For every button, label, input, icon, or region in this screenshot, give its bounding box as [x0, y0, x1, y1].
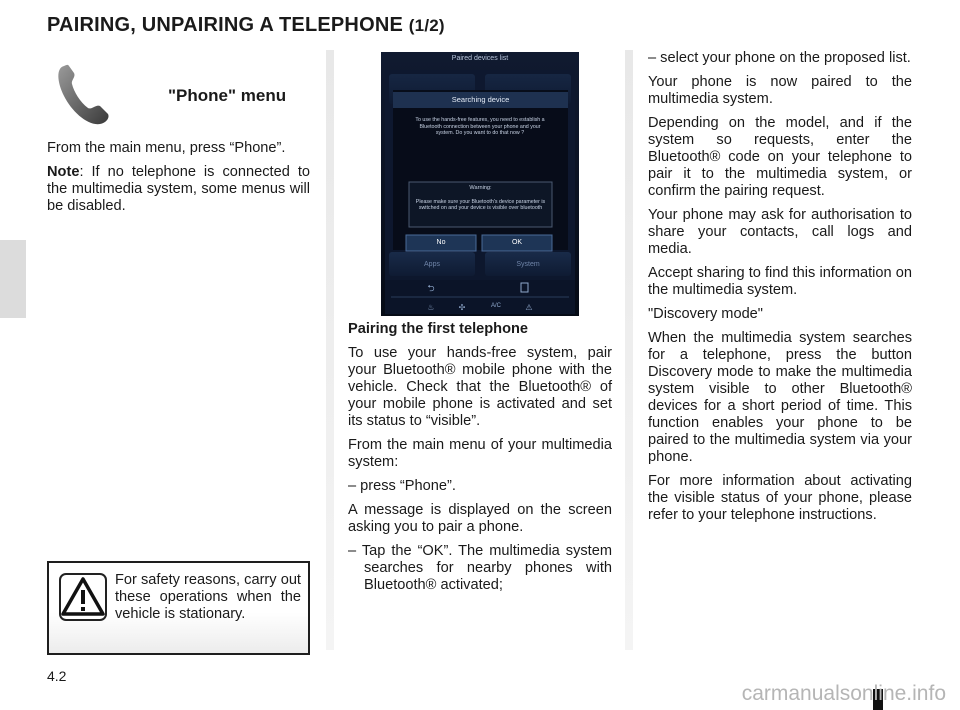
column-divider [625, 50, 633, 650]
no-button[interactable]: No [436, 239, 446, 246]
multimedia-screen [381, 52, 579, 316]
middle-list-item: – Tap the “OK”. The multimedia system searches for nearby phones with Bluetooth® activated; [348, 543, 612, 593]
page-number: 4.2 [47, 668, 67, 684]
discovery-mode-heading: "Discovery mode" [648, 306, 763, 322]
bluetooth-warning-title: Warning: [469, 185, 492, 191]
note-paragraph [47, 164, 310, 215]
telephone-handset-icon [54, 60, 114, 130]
apps-menu-item[interactable]: Apps [424, 261, 440, 268]
chapter-tab [0, 240, 26, 318]
dialog-title: Searching device [451, 95, 510, 104]
right-paragraph: Accept sharing to find this information on the multimedia system. [648, 265, 912, 298]
page-title-text: PAIRING, UNPAIRING A TELEPHONE [47, 14, 404, 36]
screen-graphic [381, 52, 579, 316]
middle-paragraph: A message is displayed on the screen asking you to pair a phone. [348, 502, 612, 535]
middle-paragraph: To use your hands-free system, pair your Bluetooth® mobile phone with the vehicle. Check that the Bluetooth® of your mobile phone is activated and set its status to “visible”. [348, 345, 612, 429]
system-menu-item[interactable]: System [516, 261, 540, 268]
warning-triangle-icon [59, 573, 107, 621]
paired-devices-header: Paired devices list [451, 55, 509, 62]
phone-menu-heading: "Phone" menu [168, 86, 287, 105]
middle-paragraph: From the main menu of your multimedia system: [348, 437, 612, 470]
defrost-icon[interactable]: ⚠ [525, 303, 533, 312]
safety-warning-box [47, 561, 310, 655]
middle-list-item: – press “Phone”. [348, 478, 456, 494]
fan-heat-icon[interactable]: ♨ [427, 303, 435, 312]
middle-column [348, 321, 612, 601]
column-divider [326, 50, 334, 650]
right-column [648, 50, 912, 531]
right-paragraph: Your phone is now paired to the multimedia system. [648, 74, 912, 107]
page-title-suffix: (1/2) [408, 16, 445, 35]
right-list-item: – select your phone on the proposed list. [648, 50, 911, 66]
page-title [47, 14, 445, 37]
fan-icon[interactable]: ✣ [458, 303, 466, 312]
watermark: carmanualsonline.info [741, 682, 946, 705]
left-paragraph: From the main menu, press “Phone”. [47, 140, 286, 156]
back-arrow-icon[interactable]: ⮌ [427, 284, 435, 294]
note-label: Note [47, 164, 80, 180]
safety-warning-text: For safety reasons, carry out these operations when the vehicle is stationary. [115, 572, 301, 622]
right-paragraph: For more information about activating the visible status of your phone, please refer to your telephone instructions. [648, 473, 912, 523]
left-column [47, 140, 310, 222]
right-paragraph: Depending on the model, and if the system so requests, enter the Bluetooth® code on your telephone to pair it to the multimedia system, or confirm the pairing request. [648, 115, 912, 199]
pairing-heading: Pairing the first telephone [348, 321, 529, 337]
ac-button[interactable]: A/C [490, 303, 501, 309]
right-paragraph: Your phone may ask for authorisation to share your contacts, call logs and media. [648, 207, 912, 257]
right-paragraph: When the multimedia system searches for a telephone, press the button Discovery mode to make the multimedia system visible to other Bluetooth® devices for a short period of time. This function enables your phone to be paired to the multimedia system via your phone. [648, 330, 912, 465]
bluetooth-warning-text: Please make sure your Bluetooth's device parameter is switched on and your device is visible over bluetooth [415, 199, 546, 212]
dialog-message: To use the hands-free features, you need to establish a Bluetooth connection between your phone and your system. Do you want to do that now ? [415, 117, 545, 137]
ok-button[interactable]: OK [511, 239, 523, 246]
note-text: : If no telephone is connected to the multimedia system, some menus will be disabled. [47, 164, 310, 214]
